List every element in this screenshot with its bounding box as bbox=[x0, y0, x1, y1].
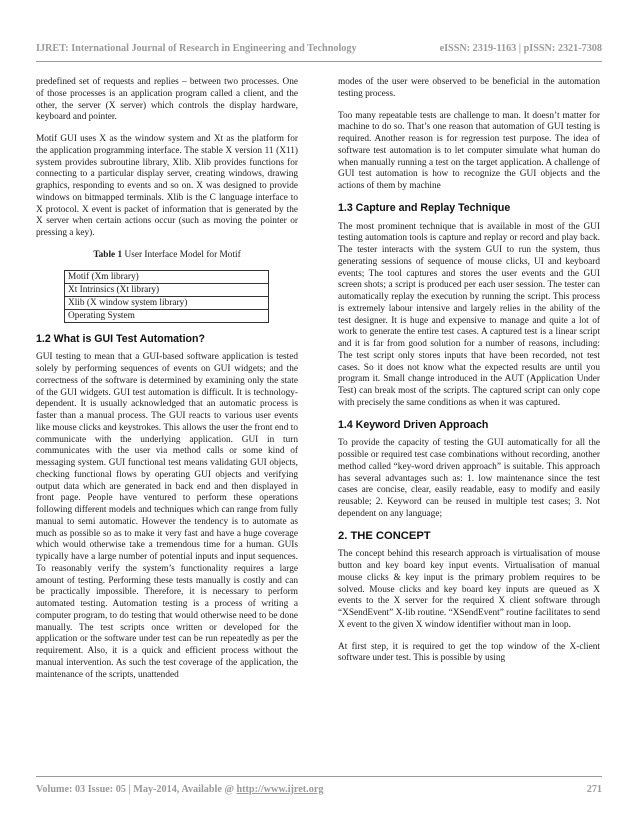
journal-link[interactable]: http://www.ijret.org bbox=[236, 783, 324, 795]
table-row bbox=[65, 270, 269, 283]
table-caption bbox=[36, 250, 298, 262]
footer-volume bbox=[36, 784, 323, 795]
section-heading: 1.3 Capture and Replay Technique bbox=[338, 201, 511, 214]
table-cell: Xt Intrinsics (Xt library) bbox=[65, 283, 269, 296]
running-header bbox=[36, 38, 602, 58]
table-row bbox=[65, 309, 269, 322]
table-cell: Motif (Xm library) bbox=[65, 270, 269, 283]
paragraph: The most prominent technique that is available in most of the GUI testing automation tools is capture and replay or record and play back. The tester interacts with the system GUI to run the system, thus generating sessions of sequence of mouse clicks, UI and keyboard events; The tool captures and stores the user events and the GUI screen shots; a script is produced per each user session. The tester can automatically replay the execution by running the script. This process is extremely labour intensive and largely relies in the ability of the test designer. It is huge and expensive to manage and quite a lot of work to generate the entire test cases. A captured test is a linear script and it is far from good solution for a number of reasons, including: The test script only stores inputs that have been recorded, not test cases. So it does not know what the expected results are until you program it. Small change introduced in the AUT (Application Under Test) can break most of the scripts. The captured script can only cope with precisely the same conditions as when it was captured. bbox=[338, 221, 600, 408]
section-heading: 2. THE CONCEPT bbox=[338, 529, 431, 542]
paragraph: GUI testing to mean that a GUI-based software application is tested solely by performing sequences of events on GUI widgets; and the correctness of the software is determined by examining only the state of the GUI widgets. GUI test automation is difficult. It is technology-dependent. It is usually acknowledged that an automatic process is faster than a manual process. The GUI reacts to various user events like mouse clicks and keystrokes. This allows the user the front end to communicate with the underlying application. GUI in turn communicates with the user via method calls or some kind of messaging system. GUI functional test means validating GUI objects, checking functional flows by operating GUI objects and verifying output data which are generated in back end and then displayed in front page. People have ventured to perform these operations following different models and techniques which can range from fully manual to semi automatic. However the tendency is to automate as much as possible so as to make it very fast and have a huge coverage which would otherwise take a tremendous time for a human. GUIs typically have a large number of potential inputs and input sequences. To reasonably verify the system’s functionality requires a large amount of testing. Performing these tests manually is costly and can be practically impossible. Therefore, it is necessary to perform automated testing. Automation testing is a process of writing a computer program, to do testing that would otherwise need to be done manually. The test scripts once written or developed for the application or the software under test can be run repeatedly as per the requirement. Also, it is a quick and efficient process without the manual intervention. As such the test coverage of the application, the maintenance of the scripts, unattended bbox=[36, 352, 298, 680]
issn-text: eISSN: 2319-1163 | pISSN: 2321-7308 bbox=[439, 42, 602, 54]
running-footer bbox=[36, 781, 602, 797]
paragraph: Too many repeatable tests are challenge to man. It doesn’t matter for machine to do so. That’s one reason that automation of GUI testing is required. Another reason is for regression test purpose. The idea of software test automation is to let computer simulate what human do when manually running a test on the target application. A challenge of GUI test automation is how to recognize the GUI objects and the actions of them by machine bbox=[338, 110, 600, 191]
left-column bbox=[36, 77, 298, 691]
paragraph: Motif GUI uses X as the window system and Xt as the platform for the application programming interface. The stable X version 11 (X11) system provides subroutine library, Xlib. Xlib provides functions for connecting to a particular display server, creating windows, drawing graphics, responding to events and so on. X was designed to provide windows on bitmapped terminals. Xlib is the C language interface to X protocol. X event is packet of information that is generated by the X server when certain actions occur (such as moving the pointer or pressing a key). bbox=[36, 134, 298, 238]
paragraph: predefined set of requests and replies – between two processes. One of those processes is an application program called a client, and the other, the server (X server) which controls the display hardware, keyboard and pointer. bbox=[36, 77, 298, 123]
page-number: 271 bbox=[586, 783, 602, 795]
paragraph: modes of the user were observed to be beneficial in the automation testing process. bbox=[338, 77, 600, 99]
table-cell: Xlib (X window system library) bbox=[65, 296, 269, 309]
journal-title: IJRET: International Journal of Research in Engineering and Technology bbox=[36, 42, 357, 54]
table-row bbox=[65, 283, 269, 296]
table-caption-text: User Interface Model for Motif bbox=[122, 249, 241, 260]
table-cell: Operating System bbox=[65, 309, 269, 322]
paragraph: The concept behind this research approach is virtualisation of mouse button and key board key input events. Virtualisation of manual mouse clicks & key input is the primary problem requires to be solved. Mouse clicks and key board key inputs are queued as X events to the X server for the required X client software through “XSendEvent” X-lib routine. “XSendEvent” routine facilitates to send X event to the given X window identifier without man in loop. bbox=[338, 549, 600, 630]
paragraph: At first step, it is required to get the top window of the X-client software under test. This is possible by using bbox=[338, 641, 600, 664]
section-heading: 1.4 Keyword Driven Approach bbox=[338, 418, 489, 431]
table-row bbox=[65, 296, 269, 309]
header-divider bbox=[36, 61, 602, 62]
footer-volume-text: Volume: 03 Issue: 05 | May-2014, Available @ bbox=[36, 783, 237, 795]
paragraph: To provide the capacity of testing the GUI automatically for all the possible or required test case combinations without recording, another method called “key-word driven approach” is suitable. This approach has several advantages such as: 1. low maintenance since the test cases are concise, clear, easily readable, easy to modify and easily reusable; 2. Keyword can be reused in multiple test cases; 3. Not dependent on any language; bbox=[338, 438, 600, 519]
right-column bbox=[338, 77, 600, 675]
section-heading: 1.2 What is GUI Test Automation? bbox=[36, 332, 205, 345]
table-caption-label: Table 1 bbox=[93, 249, 123, 260]
motif-model-table bbox=[64, 270, 269, 323]
footer-divider bbox=[36, 776, 602, 777]
